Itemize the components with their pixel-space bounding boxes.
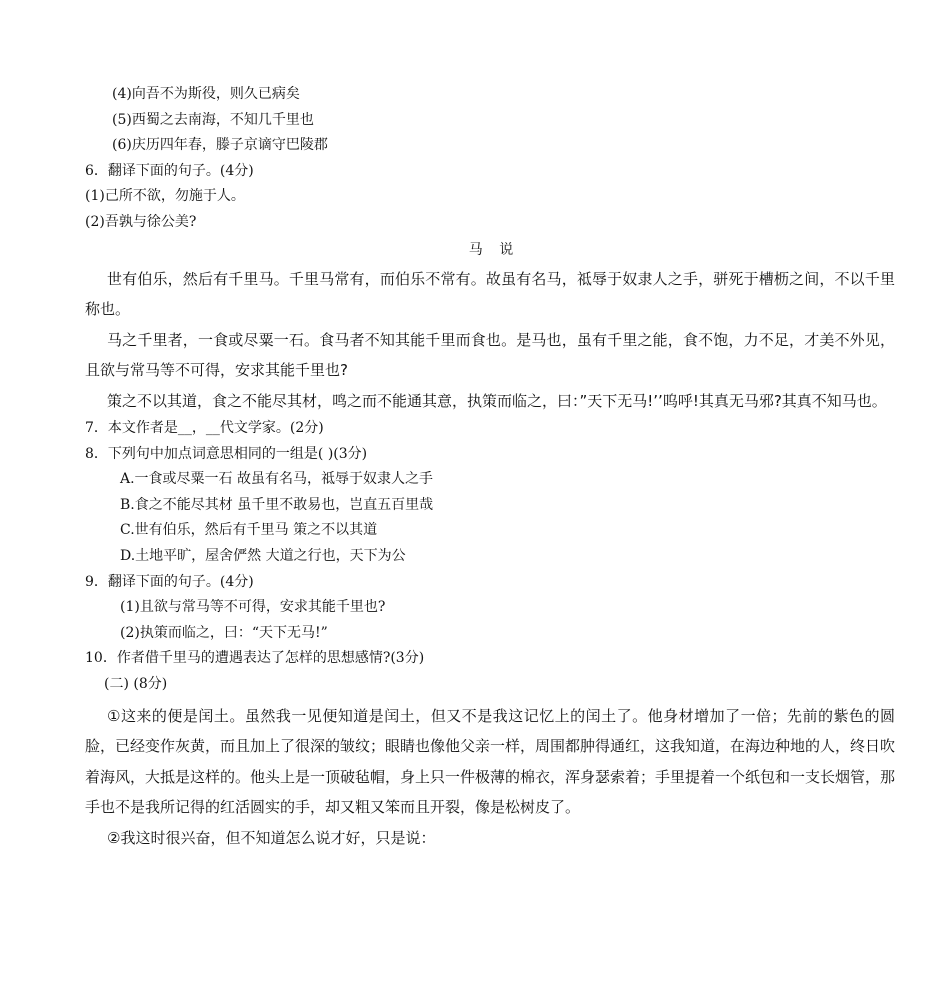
question-8-option-d: D.土地平旷，屋舍俨然 大道之行也，天下为公 (120, 548, 406, 565)
passage-title: 马 说 (468, 241, 520, 258)
question-6-item-1: (1)己所不欲，勿施于人。 (85, 188, 245, 205)
question-9-title: 9．翻译下面的句子。(4分) (85, 573, 254, 590)
question-8-title: 8．下列句中加点词意思相同的一组是( )(3分) (85, 445, 368, 462)
question-8-option-b: B.食之不能尽其材 虽千里不敢易也，岂直五百里哉 (120, 496, 434, 513)
question-9-item-1: (1)且欲与常马等不可得，安求其能千里也? (120, 599, 386, 616)
passage-paragraph-1: 世有伯乐，然后有千里马。千里马常有，而伯乐不常有。故虽有名马，祗辱于奴隶人之手，骈死于槽枥之间，不以千里称也。 (85, 269, 895, 319)
section-2-paragraph-2: ②我这时很兴奋，但不知道怎么说才好，只是说： (107, 828, 436, 847)
exam-page (85, 82, 895, 853)
item-line-5: (5)西蜀之去南海，不知几千里也 (112, 111, 314, 128)
passage-paragraph-2: 马之千里者，一食或尽粟一石。食马者不知其能千里而食也。是马也，虽有千里之能，食不饱，力不足，才美不外见，且欲与常马等不可得，安求其能千里也? (85, 330, 895, 380)
question-9-item-2: (2)执策而临之，曰：“天下无马!” (120, 624, 328, 641)
section-2-paragraph-1: ①这来的便是闰土。虽然我一见便知道是闰土，但又不是我这记忆上的闰土了。他身材增加了一倍；先前的紫色的圆脸，已经变作灰黄，而且加上了很深的皱纹；眼睛也像他父亲一样，周围都肿得通红，这我知道，在海边种地的人，终日吹着海风，大抵是这样的。他头上是一顶破毡帽，身上只一件极薄的棉衣，浑身瑟索着；手里提着一个纸包和一支长烟管，那手也不是我所记得的红活圆实的手，却又粗又笨而且开裂，像是松树皮了。 (85, 706, 896, 817)
question-6-item-2: (2)吾孰与徐公美? (85, 213, 197, 230)
item-line-6: (6)庆历四年春，滕子京谪守巴陵郡 (112, 137, 328, 154)
item-line-4: (4)向吾不为斯役，则久已病矣 (112, 86, 300, 102)
question-8-option-a: A.一食或尽粟一石 故虽有名马，祗辱于奴隶人之手 (120, 471, 434, 488)
question-10: 10．作者借千里马的遭遇表达了怎样的思想感情?(3分) (85, 650, 425, 667)
passage-paragraph-3: 策之不以其道，食之不能尽其材，鸣之而不能通其意，执策而临之，曰：”天下无马!’’呜呼!其真无马邪?其真不知马也。 (107, 391, 887, 410)
question-7: 7．本文作者是__，__代文学家。(2分) (85, 420, 324, 437)
section-2-title: (二) (8分) (104, 676, 168, 692)
question-8-option-c: C.世有伯乐，然后有千里马 策之不以其道 (120, 522, 378, 539)
question-6-title: 6．翻译下面的句子。(4分) (85, 162, 254, 179)
